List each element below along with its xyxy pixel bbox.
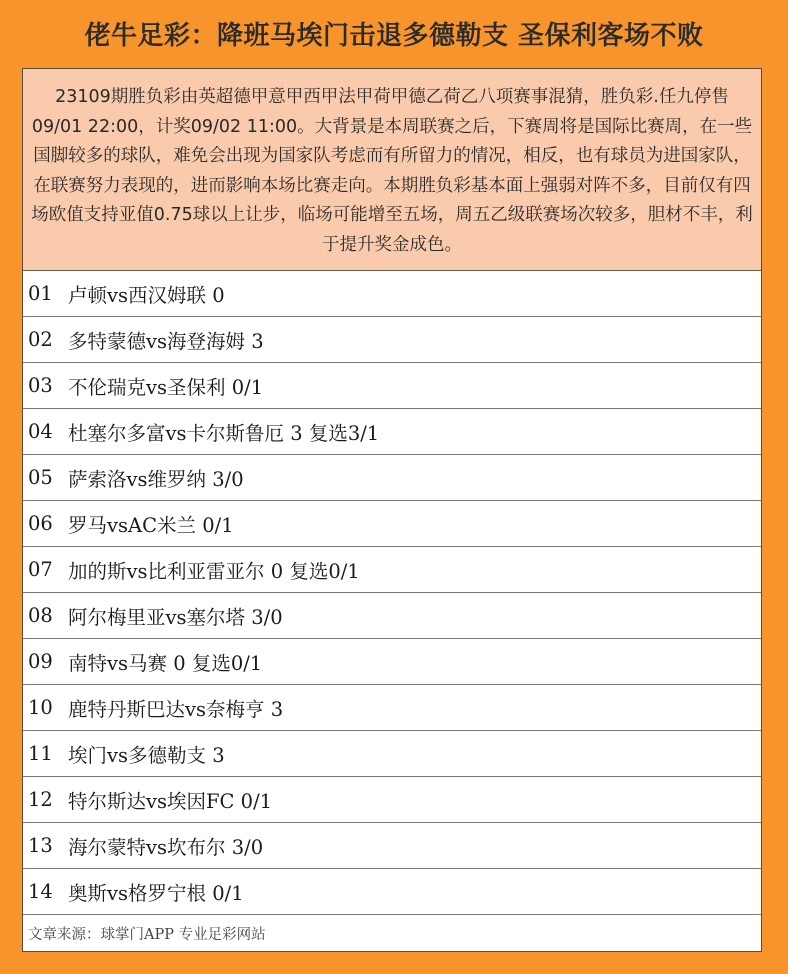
match-number: 09 bbox=[28, 650, 53, 673]
match-number: 10 bbox=[28, 696, 53, 719]
match-number: 05 bbox=[28, 466, 53, 489]
match-text: 加的斯vs比利亚雷亚尔 0 复选0/1 bbox=[68, 559, 360, 583]
match-text: 罗马vsAC米兰 0/1 bbox=[68, 513, 234, 537]
match-text: 杜塞尔多富vs卡尔斯鲁厄 3 复选3/1 bbox=[68, 421, 380, 445]
match-number: 06 bbox=[28, 512, 53, 535]
match-row bbox=[23, 409, 761, 455]
source-footer: 文章来源：球掌门APP 专业足彩网站 bbox=[28, 926, 266, 943]
match-number: 01 bbox=[28, 282, 53, 305]
match-row bbox=[23, 501, 761, 547]
match-text: 不伦瑞克vs圣保利 0/1 bbox=[68, 375, 264, 399]
match-row bbox=[23, 271, 761, 317]
match-number: 02 bbox=[28, 328, 53, 351]
match-row bbox=[23, 639, 761, 685]
match-row bbox=[23, 593, 761, 639]
match-row bbox=[23, 823, 761, 869]
match-text: 南特vs马赛 0 复选0/1 bbox=[68, 651, 263, 675]
match-text: 奥斯vs格罗宁根 0/1 bbox=[68, 881, 244, 905]
match-row bbox=[23, 777, 761, 823]
match-number: 07 bbox=[28, 558, 53, 581]
match-text: 埃门vs多德勒支 3 bbox=[68, 743, 225, 767]
match-text: 阿尔梅里亚vs塞尔塔 3/0 bbox=[68, 605, 283, 629]
match-number: 03 bbox=[28, 374, 53, 397]
match-text: 特尔斯达vs埃因FC 0/1 bbox=[68, 789, 273, 813]
match-number: 11 bbox=[28, 742, 53, 765]
match-row bbox=[23, 363, 761, 409]
match-row bbox=[23, 869, 761, 915]
match-text: 多特蒙德vs海登海姆 3 bbox=[68, 329, 264, 353]
match-number: 14 bbox=[28, 880, 53, 903]
content-card bbox=[22, 68, 762, 952]
match-number: 08 bbox=[28, 604, 53, 627]
match-text: 卢顿vs西汉姆联 0 bbox=[68, 283, 225, 307]
match-row bbox=[23, 685, 761, 731]
match-text: 海尔蒙特vs坎布尔 3/0 bbox=[68, 835, 264, 859]
match-number: 12 bbox=[28, 788, 53, 811]
match-row bbox=[23, 455, 761, 501]
match-row bbox=[23, 731, 761, 777]
match-text: 鹿特丹斯巴达vs奈梅亨 3 bbox=[68, 697, 284, 721]
match-number: 13 bbox=[28, 834, 53, 857]
match-row bbox=[23, 317, 761, 363]
match-row bbox=[23, 547, 761, 593]
intro-paragraph: 23109期胜负彩由英超德甲意甲西甲法甲荷甲德乙荷乙八项赛事混猜，胜负彩.任九停售09/01 22:00，计奖09/02 11:00。大背景是本周联赛之后，下赛周将是国际比赛周，在一些国脚较多的球队，难免会出现为国家队考虑而有所留力的情况，相反，也有球员为进国家队，在联赛努力表现的，进而影响本场比赛走向。本期胜负彩基本面上强弱对阵不多，目前仅有四场欧值支持亚值0.75球以上让步，临场可能增至五场，周五乙级联赛场次较多，胆材不丰，利于提升奖金成色。 bbox=[23, 69, 761, 271]
match-number: 04 bbox=[28, 420, 53, 443]
match-text: 萨索洛vs维罗纳 3/0 bbox=[68, 467, 244, 491]
page-title: 佬牛足彩：降班马埃门击退多德勒支 圣保利客场不败 bbox=[84, 21, 704, 51]
